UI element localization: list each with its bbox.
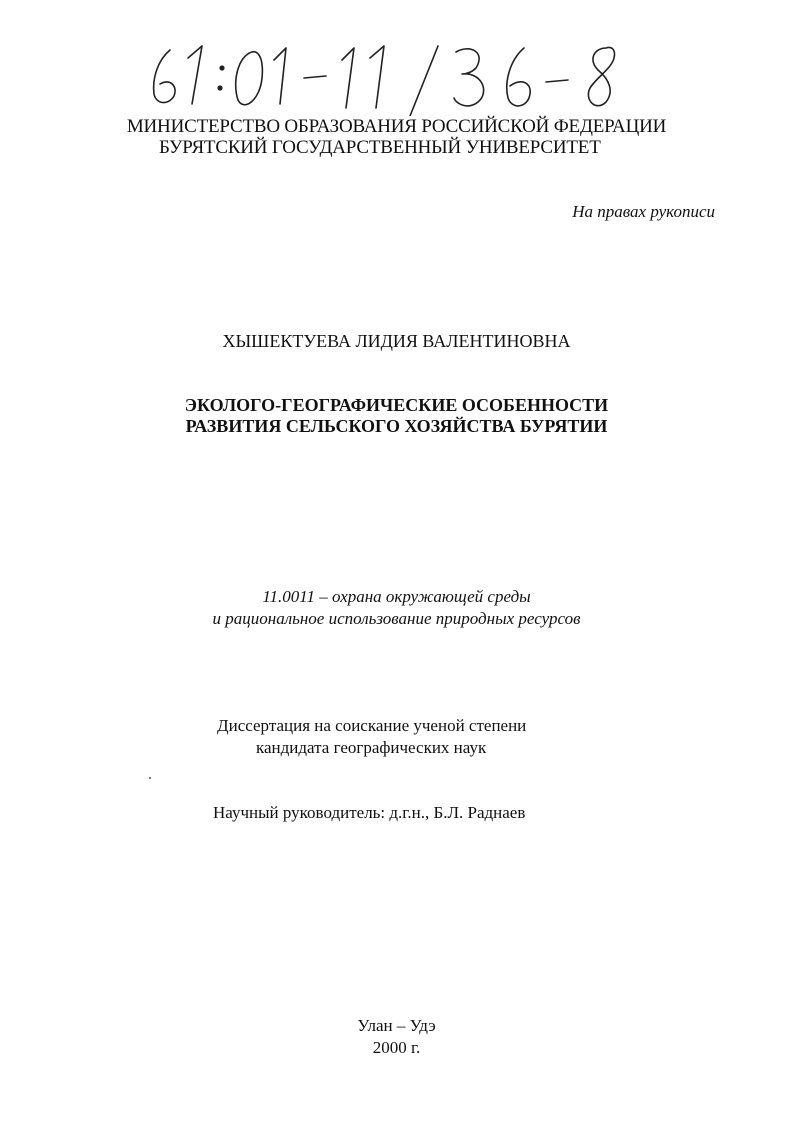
ministry-header: МИНИСТЕРСТВО ОБРАЗОВАНИЯ РОССИЙСКОЙ ФЕДЕРАЦИИ <box>126 116 667 137</box>
handwritten-catalog-number <box>140 38 660 116</box>
university-header: БУРЯТСКИЙ ГОСУДАРСТВЕННЫЙ УНИВЕРСИТЕТ <box>159 137 601 158</box>
manuscript-rights-note: На правах рукописи <box>572 202 715 221</box>
city: Улан – Удэ <box>357 1016 436 1035</box>
year: 2000 г. <box>372 1038 421 1057</box>
specialty-code-line-2: и рациональное использование природных ресурсов <box>212 609 581 628</box>
dissertation-title-line-2: РАЗВИТИЯ СЕЛЬСКОГО ХОЗЯЙСТВА БУРЯТИИ <box>185 416 608 436</box>
scientific-supervisor: Научный руководитель: д.г.н., Б.Л. Раднаев <box>213 803 526 822</box>
author-name: ХЫШЕКТУЕВА ЛИДИЯ ВАЛЕНТИНОВНА <box>222 331 571 351</box>
handwritten-catalog-number-drawing <box>140 38 660 116</box>
degree-statement-line-1: Диссертация на соискание ученой степени <box>217 716 527 735</box>
specialty-code-line-1: 11.0011 – охрана окружающей среды <box>262 587 531 606</box>
dissertation-title-line-1: ЭКОЛОГО-ГЕОГРАФИЧЕСКИЕ ОСОБЕННОСТИ <box>184 395 609 415</box>
scan-speck <box>149 777 151 779</box>
degree-statement-line-2: кандидата географических наук <box>256 738 487 757</box>
